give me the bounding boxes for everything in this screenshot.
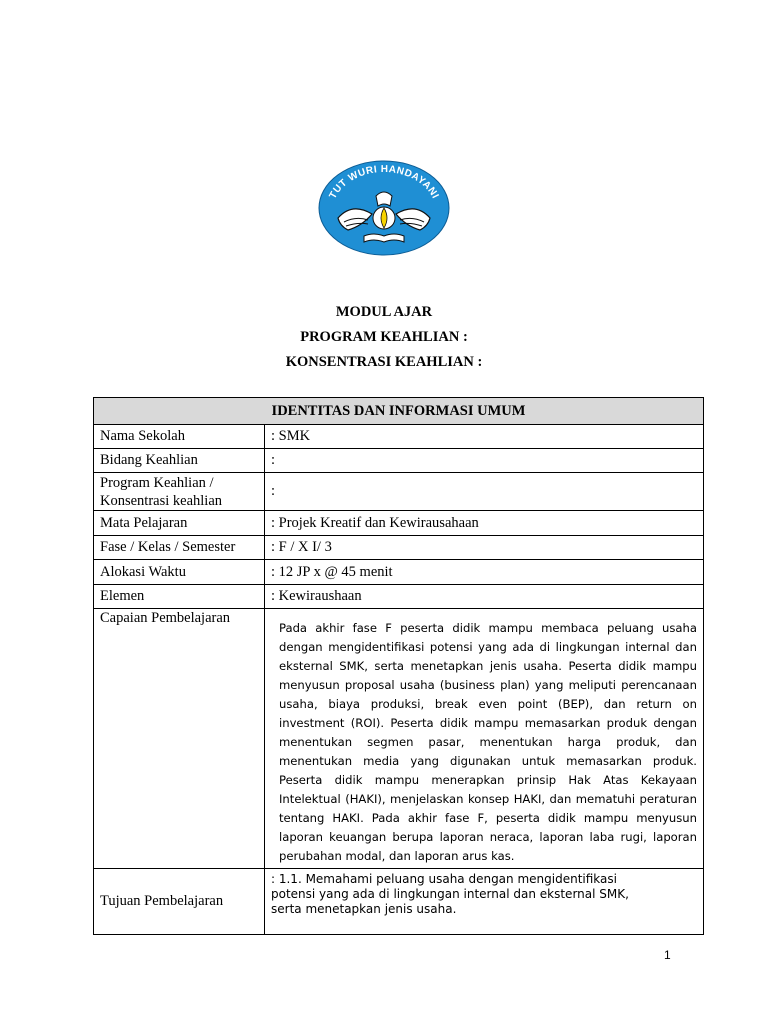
table-row [94, 585, 704, 609]
row-label-alokasi-waktu: Alokasi Waktu [94, 560, 265, 585]
capaian-paragraph: Pada akhir fase F peserta didik mampu membaca peluang usaha dengan mengidentifikasi potensi yang ada di lingkungan internal dan eksternal SMK, serta menetapkan jenis usaha. Peserta didik mampu menyusun proposal usaha (business plan) yang meliputi perencanaan usaha, biaya produksi, break even point (BEP), dan return on investment (ROI). Peserta didik mampu memasarkan produk dengan menentukan segmen pasar, menentukan harga produk, dan menentukan media yang digunakan untuk memasarkan produk. Peserta didik mampu menerapkan prinsip Hak Atas Kekayaan Intelektual (HAKI), menjelaskan konsep HAKI, dan mematuhi peraturan tentang HAKI. Pada akhir fase F, peserta didik mampu menyusun laporan keuangan berupa laporan neraca, laporan laba rugi, laporan perubahan modal, dan laporan arus kas. [279, 621, 697, 863]
tujuan-text: : 1.1. Memahami peluang usaha dengan mengidentifikasi potensi yang ada di lingkungan internal dan eksternal SMK, serta menetapkan jenis usaha. [271, 872, 629, 916]
table-row [94, 560, 704, 585]
logo-arc-text: TUT WURI HANDAYANI [327, 163, 441, 201]
doc-title: MODUL AJAR [335, 304, 433, 320]
row-value-bidang-keahlian: : [265, 449, 704, 473]
row-label-mata-pelajaran: Mata Pelajaran [94, 511, 265, 536]
row-value-elemen: : Kewiraushaan [265, 585, 704, 609]
table-row [94, 511, 704, 536]
row-label-program-keahlian [94, 473, 265, 511]
row-label-nama-sekolah: Nama Sekolah [94, 425, 265, 449]
row-value-fase-kelas-semester: : F / X I/ 3 [265, 536, 704, 560]
row-label-fase-kelas-semester: Fase / Kelas / Semester [94, 536, 265, 560]
row-label-capaian-pembelajaran: Capaian Pembelajaran [94, 609, 265, 869]
label-line: Program Keahlian / [100, 474, 214, 491]
row-value-tujuan-pembelajaran [265, 869, 704, 935]
row-value-nama-sekolah: : SMK [265, 425, 704, 449]
row-value-mata-pelajaran: : Projek Kreatif dan Kewirausahaan [265, 511, 704, 536]
identity-info-table [93, 397, 704, 935]
row-label-elemen: Elemen [94, 585, 265, 609]
row-value-capaian-pembelajaran [265, 609, 704, 869]
page-number: 1 [664, 948, 671, 962]
row-label-bidang-keahlian: Bidang Keahlian [94, 449, 265, 473]
konsentrasi-keahlian-heading: KONSENTRASI KEAHLIAN : [285, 354, 483, 370]
table-row [94, 609, 704, 869]
row-label-tujuan-pembelajaran: Tujuan Pembelajaran [94, 869, 265, 935]
program-keahlian-heading: PROGRAM KEAHLIAN : [300, 329, 468, 345]
table-row [94, 425, 704, 449]
table-row [94, 473, 704, 511]
row-value-program-keahlian: : [265, 473, 704, 511]
table-row [94, 536, 704, 560]
row-value-alokasi-waktu: : 12 JP x @ 45 menit [265, 560, 704, 585]
table-row [94, 449, 704, 473]
table-heading: IDENTITAS DAN INFORMASI UMUM [94, 398, 704, 425]
table-row [94, 869, 704, 935]
tut-wuri-handayani-logo [318, 160, 450, 256]
label-line: Konsentrasi keahlian [100, 492, 223, 509]
